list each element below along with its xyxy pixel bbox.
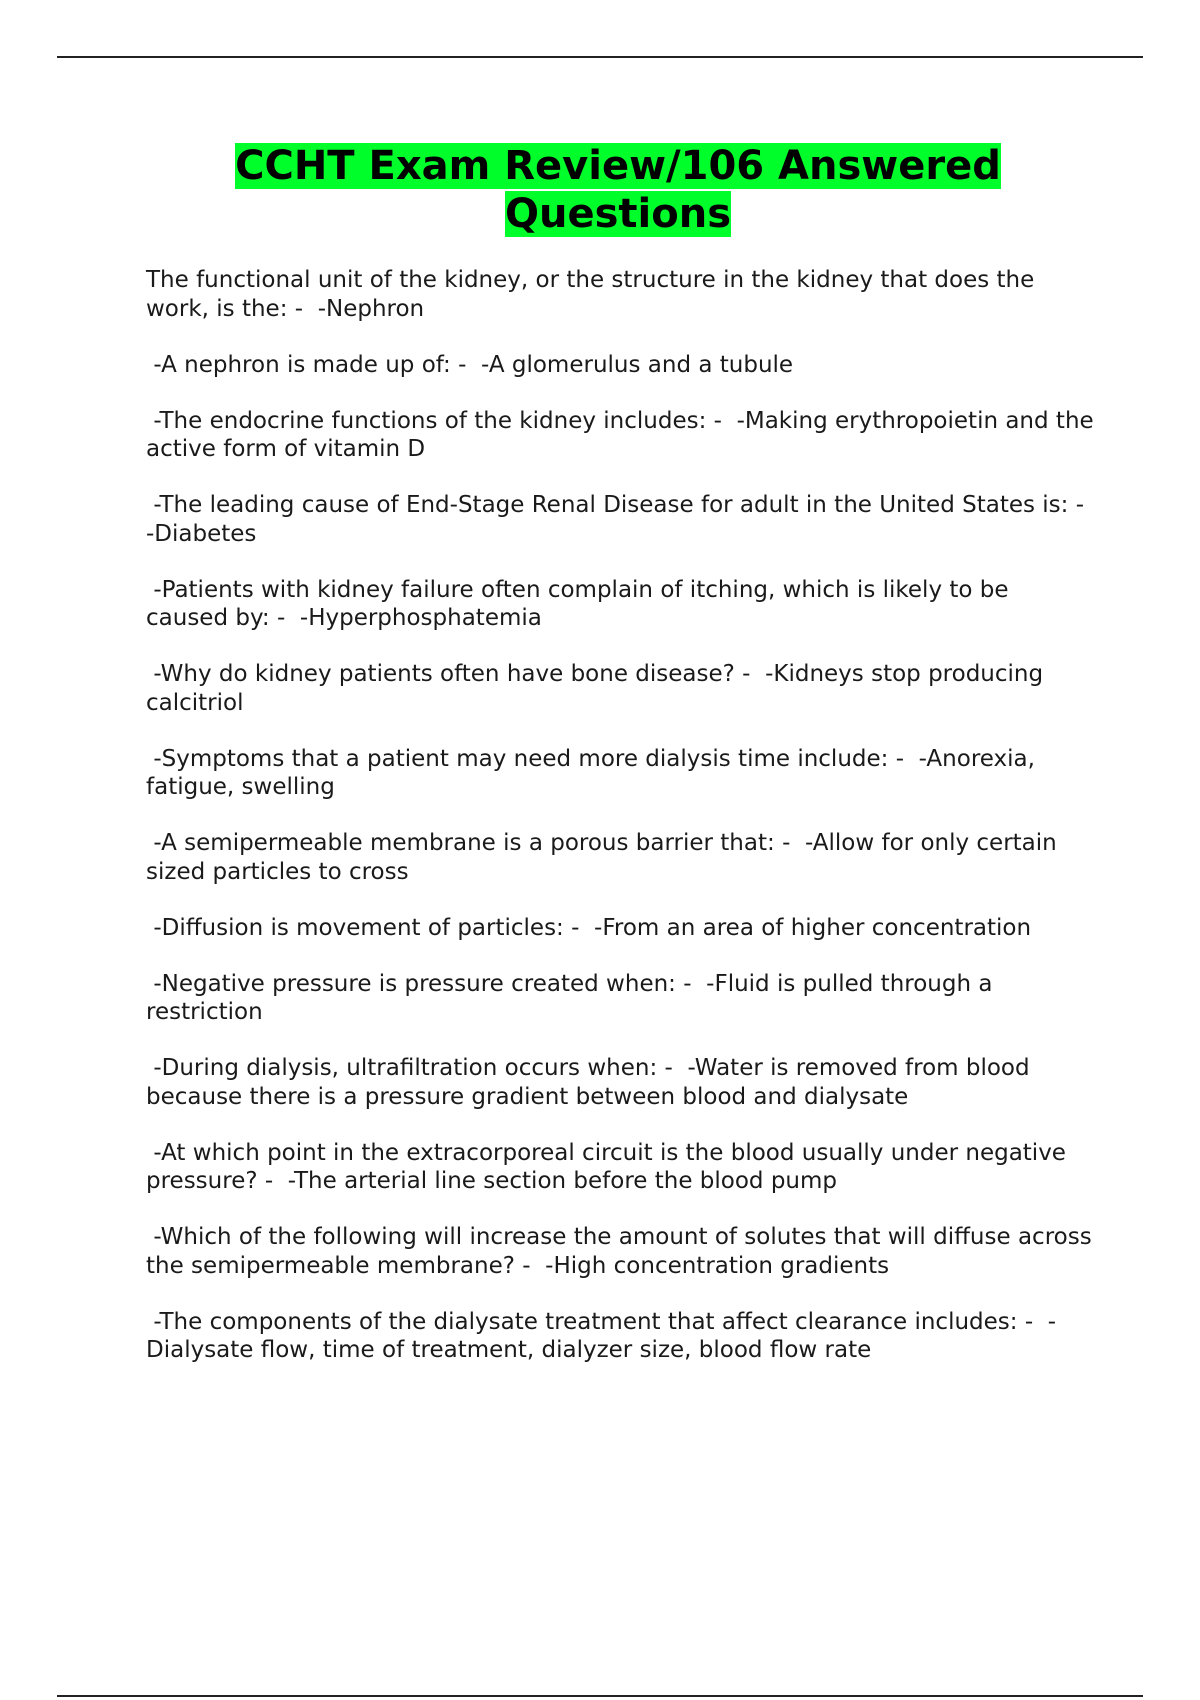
answer-text: -Water is removed from blood because there is a pressure gradient between blood and dialysate xyxy=(146,1055,1037,1110)
qa-item: -At which point in the extracorporeal circuit is the blood usually under negative pressure? - -The arterial line section before the blood pump xyxy=(146,1139,1074,1194)
question-text: -Patients with kidney failure often complain of itching, which is likely to be caused by: xyxy=(146,576,1016,631)
answer-text: -Allow for only certain sized particles to cross xyxy=(146,830,1065,885)
qa-item: -The endocrine functions of the kidney includes: - -Making erythropoietin and the active form of vitamin D xyxy=(146,407,1101,462)
document-title xyxy=(0,142,1200,238)
qa-item: -A nephron is made up of: - -A glomerulus and a tubule xyxy=(146,351,794,378)
qa-item: -Patients with kidney failure often complain of itching, which is likely to be caused by: - -Hyperphosphatemia xyxy=(146,576,1016,631)
question-text: -The endocrine functions of the kidney includes: xyxy=(146,407,707,434)
question-text: -Which of the following will increase the amount of solutes that will diffuse across the semipermeable membrane? xyxy=(146,1224,1099,1279)
question-text: -Negative pressure is pressure created when: xyxy=(146,970,676,997)
answer-text: -Making erythropoietin and the active form of vitamin D xyxy=(146,407,1101,462)
answer-text: -A glomerulus and a tubule xyxy=(481,351,794,378)
title-line-2: Questions xyxy=(504,191,731,237)
question-text: -The components of the dialysate treatment that affect clearance includes: xyxy=(146,1308,1018,1335)
question-text: The functional unit of the kidney, or the structure in the kidney that does the work, is the: xyxy=(146,267,1042,322)
question-text: -A nephron is made up of: xyxy=(146,351,451,378)
answer-text: -Diabetes xyxy=(146,520,257,547)
qa-item: -Which of the following will increase the amount of solutes that will diffuse across the semipermeable membrane? - -High concentration gradients xyxy=(146,1224,1099,1279)
answer-text: -Hyperphosphatemia xyxy=(299,605,542,631)
question-text: -During dialysis, ultrafiltration occurs when: xyxy=(146,1055,658,1081)
title-line-1: CCHT Exam Review/106 Answered xyxy=(235,143,1001,189)
answer-text: -High concentration gradients xyxy=(545,1252,890,1279)
answer-text: -Dialysate flow, time of treatment, dialyzer size, blood flow rate xyxy=(146,1308,1057,1363)
answer-text: -Kidneys stop producing calcitriol xyxy=(146,661,1051,716)
qa-item: -Diffusion is movement of particles: - -From an area of higher concentration xyxy=(146,914,1032,941)
answer-text: -From an area of higher concentration xyxy=(594,914,1032,941)
footer-rule xyxy=(57,1695,1143,1697)
qa-item: -The leading cause of End-Stage Renal Disease for adult in the United States is: - -Diabetes xyxy=(146,492,1099,547)
question-text: -A semipermeable membrane is a porous barrier that: xyxy=(146,830,775,856)
qa-item: -The components of the dialysate treatment that affect clearance includes: - -Dialysate flow, time of treatment, dialyzer size, blood flow rate xyxy=(146,1308,1057,1363)
question-text: -Diffusion is movement of particles: xyxy=(146,914,564,941)
qa-list xyxy=(146,266,1101,1392)
qa-item: -Symptoms that a patient may need more dialysis time include: - -Anorexia, fatigue, swelling xyxy=(146,745,1043,800)
answer-text: -The arterial line section before the blood pump xyxy=(287,1168,838,1194)
question-text: -At which point in the extracorporeal circuit is the blood usually under negative pressure? xyxy=(146,1139,1074,1194)
answer-text: -Anorexia, fatigue, swelling xyxy=(146,745,1043,800)
qa-item: -During dialysis, ultrafiltration occurs when: - -Water is removed from blood because there is a pressure gradient between blood and dialysate xyxy=(146,1055,1037,1110)
question-text: -Why do kidney patients often have bone disease? xyxy=(146,661,735,687)
header-rule xyxy=(57,56,1143,58)
question-text: -The leading cause of End-Stage Renal Disease for adult in the United States is: xyxy=(146,492,1069,518)
answer-text: -Nephron xyxy=(317,295,425,322)
qa-item: -A semipermeable membrane is a porous barrier that: - -Allow for only certain sized particles to cross xyxy=(146,830,1065,885)
qa-item: -Why do kidney patients often have bone disease? - -Kidneys stop producing calcitriol xyxy=(146,661,1051,716)
question-text: -Symptoms that a patient may need more dialysis time include: xyxy=(146,745,889,772)
answer-text: -Fluid is pulled through a restriction xyxy=(146,970,1000,1025)
qa-item: -Negative pressure is pressure created when: - -Fluid is pulled through a restriction xyxy=(146,970,1000,1025)
qa-item: The functional unit of the kidney, or the structure in the kidney that does the work, is the: - -Nephron xyxy=(146,267,1042,322)
